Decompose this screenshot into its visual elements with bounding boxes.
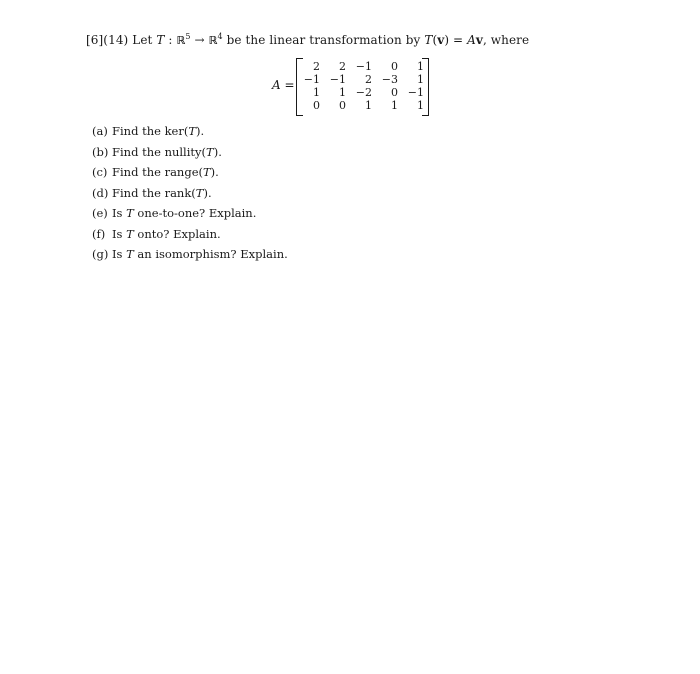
problem-number: [6](14) Let (86, 33, 157, 47)
arrow: → (190, 33, 209, 47)
codomain-exponent: 4 (217, 32, 223, 41)
var-A: A (467, 33, 476, 47)
problem-statement (86, 32, 529, 47)
matrix-cell: −1 (407, 86, 424, 99)
question-part (92, 227, 288, 248)
paren-open: ( (432, 33, 438, 47)
part-text: Is (112, 247, 127, 261)
part-text: Is (112, 226, 127, 241)
part-text: ). (203, 185, 212, 200)
part-label: (b) (92, 144, 109, 159)
var-T: T (206, 144, 214, 159)
matrix-cell: −1 (303, 73, 320, 86)
part-text: ). (196, 124, 205, 138)
matrix-cell: −1 (329, 73, 346, 86)
part-text: one-to-one? Explain. (133, 206, 257, 220)
paren-close-equals: ) = (444, 33, 468, 47)
part-label: (d) (92, 185, 109, 200)
question-part (92, 124, 288, 145)
matrix-cell: 1 (417, 99, 424, 112)
domain-exponent: 5 (185, 32, 191, 41)
var-T: T (188, 124, 196, 138)
part-label: (c) (92, 165, 108, 179)
matrix-cell: 2 (313, 60, 320, 73)
statement-suffix: , where (482, 33, 530, 47)
matrix-cell: 1 (417, 73, 424, 86)
var-T: T (202, 165, 211, 179)
part-text: Find the nullity( (112, 144, 207, 159)
matrix-cell: 1 (339, 86, 346, 99)
part-text: Is (112, 206, 127, 220)
question-part (92, 145, 288, 166)
question-part (92, 186, 288, 207)
matrix-grid (302, 60, 424, 112)
vector-v: v (475, 33, 483, 47)
var-T: T (156, 33, 165, 47)
statement-text: be the linear transformation by (222, 33, 425, 47)
domain-set: ℝ (176, 34, 186, 47)
matrix-name: A (272, 78, 281, 92)
part-label: (a) (92, 124, 108, 138)
matrix-cell: −2 (355, 86, 372, 99)
vector-v: v (437, 33, 445, 47)
question-part (92, 165, 288, 186)
part-text: ). (213, 144, 222, 159)
part-text: Find the ker( (112, 124, 189, 138)
part-text: onto? Explain. (133, 226, 221, 241)
question-part (92, 247, 288, 268)
question-part (92, 206, 288, 227)
matrix-cell: −1 (355, 60, 372, 73)
matrix-cell: 0 (391, 60, 398, 73)
matrix-cell: 1 (417, 60, 424, 73)
matrix-cell: 0 (391, 86, 398, 99)
var-T: T (126, 206, 134, 220)
matrix-cell: −3 (381, 73, 398, 86)
right-bracket (422, 58, 429, 116)
part-text: ). (210, 165, 219, 179)
equals-sign: = (280, 78, 295, 92)
matrix-cell: 1 (391, 99, 398, 112)
matrix-cell: 2 (365, 73, 372, 86)
part-text: Find the rank( (112, 185, 196, 200)
part-label: (f) (92, 226, 106, 241)
part-text: Find the range( (112, 165, 203, 179)
part-label: (e) (92, 206, 108, 220)
part-label: (g) (92, 247, 109, 261)
matrix-label (272, 78, 295, 92)
colon: : (164, 33, 177, 47)
matrix-cell: 1 (365, 99, 372, 112)
matrix-cell: 0 (339, 99, 346, 112)
var-T: T (195, 185, 204, 200)
var-T: T (126, 247, 134, 261)
matrix-cell: 0 (313, 99, 320, 112)
matrix-cell: 2 (339, 60, 346, 73)
var-T: T (126, 226, 134, 241)
part-text: an isomorphism? Explain. (133, 247, 288, 261)
question-parts (92, 124, 288, 268)
matrix-cell: 1 (313, 86, 320, 99)
codomain-set: ℝ (208, 34, 218, 47)
var-T: T (424, 33, 433, 47)
